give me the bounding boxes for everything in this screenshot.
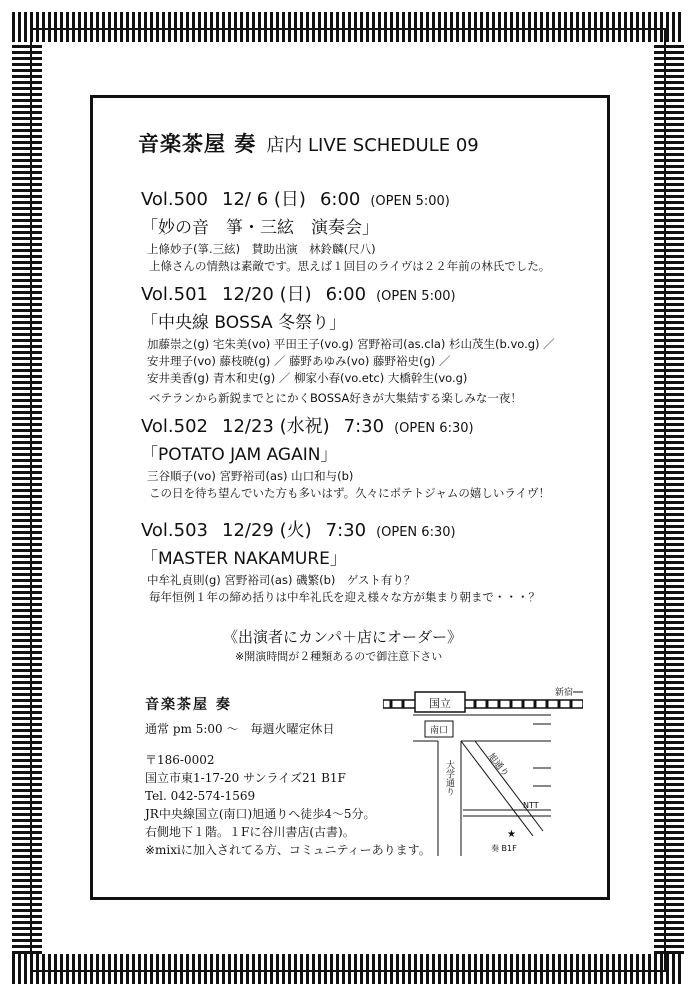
event-open-time: (OPEN 6:30) xyxy=(376,525,456,540)
mixi-note: ※mixiに加入されてる方、コミュニティーあります。 xyxy=(145,843,431,857)
asahi-street-edge xyxy=(475,741,543,831)
event-time: 6:00 xyxy=(319,189,361,210)
event-performers: 上條妙子(箏.三絃) 賛助出演 林鈴麟(尺八) xyxy=(147,242,376,256)
event-volume: Vol.500 xyxy=(141,189,209,210)
event-date: 12/29 (火) xyxy=(222,520,312,541)
postal-code: 〒186-0002 xyxy=(145,753,215,767)
floor-info: 右側地下１階。１Fに谷川書店(古書)。 xyxy=(145,825,355,839)
event-volume: Vol.501 xyxy=(141,284,209,305)
event-comment: 毎年恒例１年の締め括りは中牟礼氏を迎え様々な方が集まり朝まで・・・？ xyxy=(149,590,540,604)
event-date: 12/23 (水祝) xyxy=(222,416,330,437)
event-title: 「妙の音 箏・三絃 演奏会」 xyxy=(141,218,379,238)
event-date: 12/ 6 (日) xyxy=(222,189,306,210)
event-performers: 中牟礼貞則(g) 宮野裕司(as) 磯繁(b) ゲスト有り？ xyxy=(147,573,416,587)
station-label: 国立 xyxy=(429,697,451,710)
event-vol502 xyxy=(141,412,581,502)
schedule-subtitle: 店内 LIVE SCHEDULE 09 xyxy=(266,135,479,156)
event-title: 「MASTER NAKAMURE」 xyxy=(141,549,347,569)
shinjuku-label: 新宿 xyxy=(555,688,574,698)
flyer-panel xyxy=(90,95,610,900)
event-header xyxy=(141,516,581,542)
event-time: 7:30 xyxy=(325,520,367,541)
event-volume: Vol.503 xyxy=(141,520,209,541)
shop-name-title: 音楽茶屋 奏 xyxy=(138,131,257,156)
event-header xyxy=(141,280,581,306)
south-exit-label: 南口 xyxy=(429,726,449,736)
event-open-time: (OPEN 5:00) xyxy=(376,289,456,304)
telephone: Tel. 042-574-1569 xyxy=(145,789,256,803)
event-performers: 三谷順子(vo) 宮野裕司(as) 山口和与(b) xyxy=(147,469,354,483)
event-title: 「中央線 BOSSA 冬祭り」 xyxy=(141,313,347,333)
charge-note: 《出演者にカンパ＋店にオーダー》 xyxy=(223,628,462,646)
event-performers: 安井美香(g) 青木和史(g) ／ 柳家小春(vo.etc) 大橋幹生(vo.g) xyxy=(147,371,468,385)
event-open-time: (OPEN 6:30) xyxy=(394,421,474,436)
page-title xyxy=(138,128,479,158)
event-comment: 上條さんの情熱は素敵です。思えば１回目のライヴは２２年前の林氏でした。 xyxy=(149,259,551,273)
event-title: 「POTATO JAM AGAIN」 xyxy=(141,445,338,465)
address: 国立市東1-17-20 サンライズ21 B1F xyxy=(145,771,346,785)
event-vol501 xyxy=(141,280,581,407)
event-performers: 加藤崇之(g) 宅朱美(vo) 平田王子(vo.g) 宮野裕司(as.cla) 杉山茂生(b.vo.g) ／ xyxy=(147,337,555,351)
ntt-label: NTT xyxy=(523,801,539,810)
event-date: 12/20 (日) xyxy=(222,284,312,305)
event-comment: ベテランから新鋭までとにかくBOSSA好きが大集結する楽しみな一夜！ xyxy=(149,391,522,405)
event-time: 7:30 xyxy=(343,416,385,437)
event-volume: Vol.502 xyxy=(141,416,209,437)
shop-map-label: 奏 B1F xyxy=(491,844,517,853)
event-comment: この日を待ち望んでいた方も多いはず。久々にポテトジャムの嬉しいライヴ！ xyxy=(149,486,551,500)
event-header xyxy=(141,185,581,211)
event-open-time: (OPEN 5:00) xyxy=(370,194,450,209)
event-vol503 xyxy=(141,516,581,606)
railway-line xyxy=(383,700,583,708)
access-directions: JR中央線国立(南口)旭通りへ徒歩4～5分。 xyxy=(145,807,376,821)
shop-hours: 通常 pm 5:00 ～ 毎週火曜定休日 xyxy=(145,722,335,736)
time-note: ※開演時間が２種類あるので御注意下さい xyxy=(235,650,443,663)
event-vol500 xyxy=(141,185,581,275)
shop-info-name: 音楽茶屋 奏 xyxy=(145,697,232,713)
event-performers: 安井理子(vo) 藤枝暁(g) ／ 藤野あゆみ(vo) 藤野裕史(g) ／ xyxy=(147,354,451,368)
asahi-dori-label: 旭通り xyxy=(485,751,511,780)
star-marker: ★ xyxy=(507,829,516,840)
event-time: 6:00 xyxy=(325,284,367,305)
access-map xyxy=(383,686,583,856)
event-header xyxy=(141,412,581,438)
daigaku-dori-label: 大学通り xyxy=(444,760,454,796)
